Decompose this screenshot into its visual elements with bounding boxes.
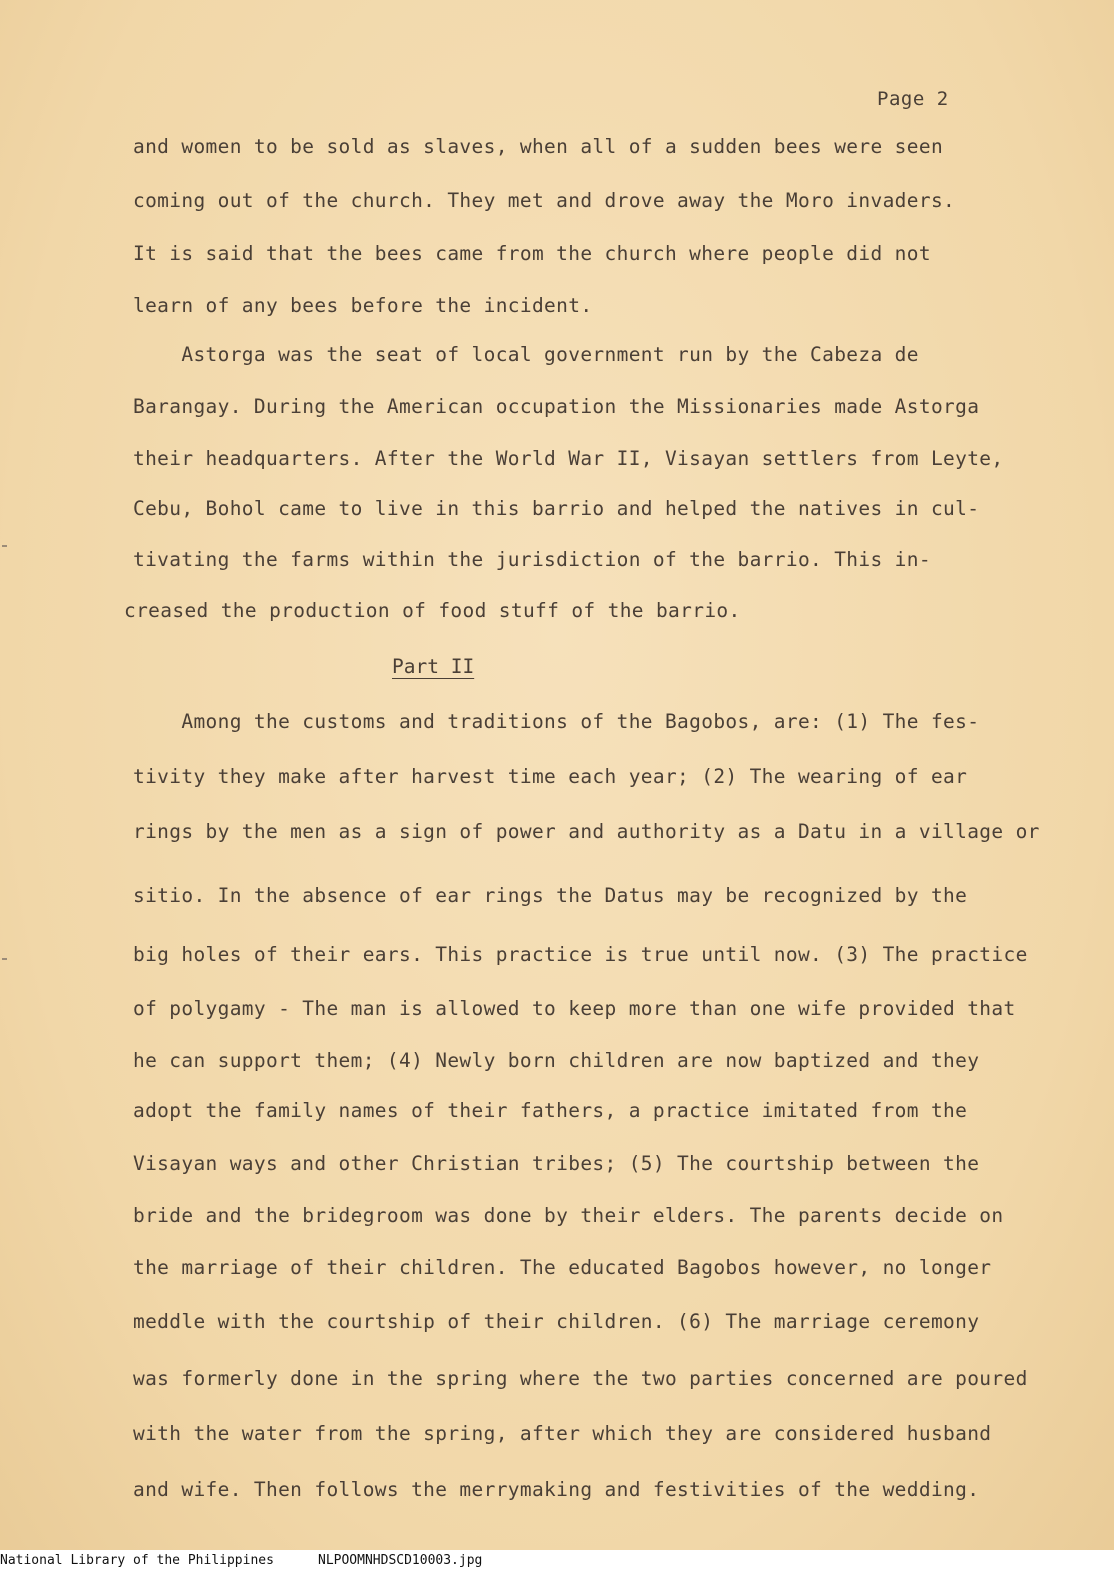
footer-source: National Library of the Philippines [0,1553,274,1568]
text-line: and wife. Then follows the merrymaking and festivities of the wedding. [133,1478,980,1501]
text-line: tivating the farms within the jurisdiction of the barrio. This in- [133,548,931,571]
page-number: Page 2 [877,88,949,110]
text-line: with the water from the spring, after which they are considered husband [133,1422,992,1445]
text-line: big holes of their ears. This practice is true until now. (3) The practice [133,943,1028,966]
text-line: creased the production of food stuff of the barrio. [124,599,741,622]
text-line: meddle with the courtship of their children. (6) The marriage ceremony [133,1310,980,1333]
margin-mark [2,958,7,960]
text-line: the marriage of their children. The educated Bagobos however, no longer [133,1256,992,1279]
footer-filename: NLPOOMNHDSCD10003.jpg [318,1553,483,1568]
text-line: their headquarters. After the World War II, Visayan settlers from Leyte, [133,447,1004,470]
text-line: Visayan ways and other Christian tribes; (5) The courtship between the [133,1152,980,1175]
text-line: learn of any bees before the incident. [133,294,593,317]
text-line: bride and the bridegroom was done by their elders. The parents decide on [133,1204,1004,1227]
text-line: Among the customs and traditions of the Bagobos, are: (1) The fes- [133,710,980,733]
section-heading: Part II [392,655,475,678]
text-line: coming out of the church. They met and drove away the Moro invaders. [133,189,956,212]
text-line: tivity they make after harvest time each year; (2) The wearing of ear [133,765,968,788]
text-line: of polygamy - The man is allowed to keep more than one wife provided that [133,997,1016,1020]
text-line: rings by the men as a sign of power and authority as a Datu in a village or [133,820,1040,843]
text-line: Cebu, Bohol came to live in this barrio and helped the natives in cul- [133,497,980,520]
text-line: adopt the family names of their fathers, a practice imitated from the [133,1099,968,1122]
text-line: Astorga was the seat of local government run by the Cabeza de [133,343,919,366]
text-line: Barangay. During the American occupation the Missionaries made Astorga [133,395,980,418]
text-line: It is said that the bees came from the church where people did not [133,242,931,265]
text-line: sitio. In the absence of ear rings the Datus may be recognized by the [133,884,968,907]
text-line: he can support them; (4) Newly born children are now baptized and they [133,1049,980,1072]
margin-mark [2,545,7,547]
text-line: and women to be sold as slaves, when all of a sudden bees were seen [133,135,944,158]
text-line: was formerly done in the spring where the two parties concerned are poured [133,1367,1028,1390]
